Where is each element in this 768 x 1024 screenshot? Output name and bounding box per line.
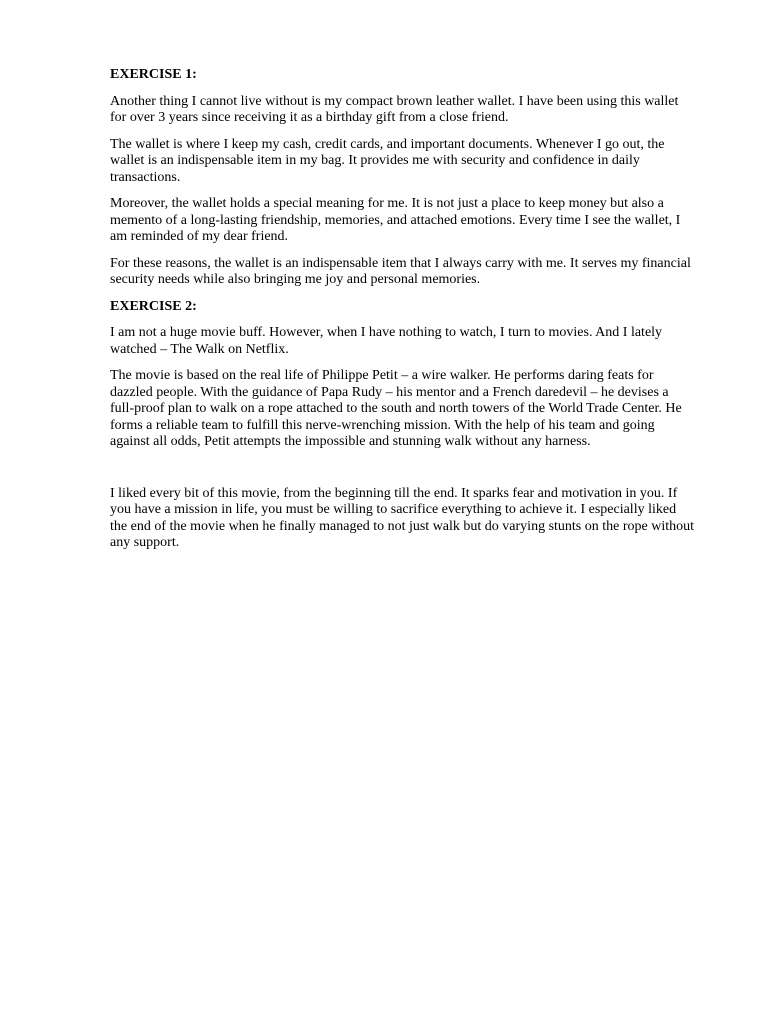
- exercise-1-section: [110, 67, 694, 289]
- exercise-1-paragraph-1: Another thing I cannot live without is my compact brown leather wallet. I have been using this wallet for over 3 years since receiving it as a birthday gift from a close friend.: [110, 93, 679, 125]
- document-body: [110, 67, 694, 562]
- exercise-1-paragraph-2: The wallet is where I keep my cash, credit cards, and important documents. Whenever I go out, the wallet is an indispensable item in my bag. It provides me with security and confidence in daily transactions.: [110, 136, 665, 185]
- exercise-2-paragraph-2: The movie is based on the real life of Philippe Petit – a wire walker. He performs daring feats for dazzled people. With the guidance of Papa Rudy – his mentor and a French daredevil – he devises a full-proof plan to walk on a rope attached to the south and north towers of the World Trade Center. He forms a reliable team to fulfill this nerve-wrenching mission. With the help of his team and going against all odds, Petit attempts the impossible and stunning walk without any harness.: [110, 368, 682, 449]
- exercise-1-paragraph-4: For these reasons, the wallet is an indispensable item that I always carry with me. It serves my financial security needs while also bringing me joy and personal memories.: [110, 255, 691, 287]
- exercise-1-heading: EXERCISE 1:: [110, 67, 197, 82]
- exercise-2-heading: EXERCISE 2:: [110, 298, 197, 314]
- blank-line: [110, 461, 694, 486]
- exercise-2-section: [110, 299, 694, 552]
- exercise-2-paragraph-3: I liked every bit of this movie, from the beginning till the end. It sparks fear and motivation in you. If you have a mission in life, you must be willing to sacrifice everything to achieve it. I especially liked the end of the movie when he finally managed to not just walk but do varying stunts on the rope without any support.: [110, 485, 695, 550]
- exercise-1-paragraph-3: Moreover, the wallet holds a special meaning for me. It is not just a place to keep money but also a memento of a long-lasting friendship, memories, and attached emotions. Every time I see the wallet, I am reminded of my dear friend.: [110, 196, 681, 244]
- exercise-2-paragraph-1: I am not a huge movie buff. However, when I have nothing to watch, I turn to movies. And I lately watched – The Walk on Netflix.: [110, 325, 663, 357]
